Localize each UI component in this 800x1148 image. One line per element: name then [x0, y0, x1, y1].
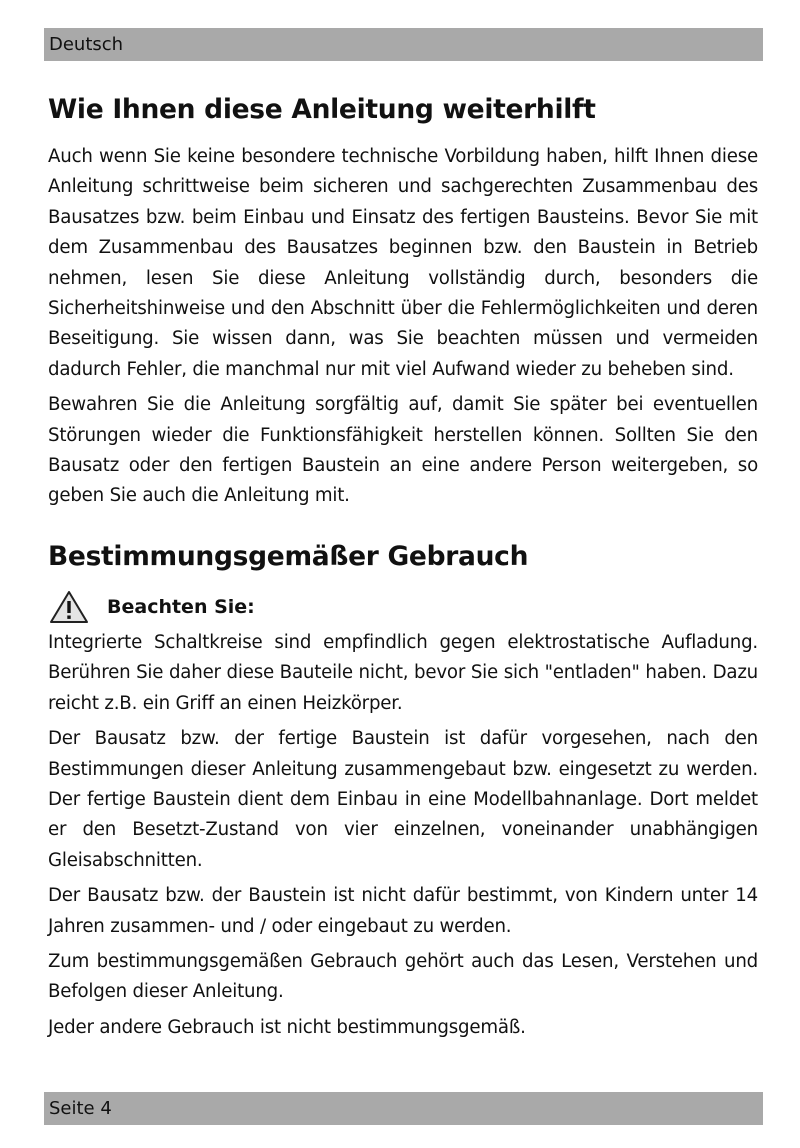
- warning-callout: [48, 587, 758, 627]
- page-content: [48, 90, 758, 1048]
- paragraph: Auch wenn Sie keine besondere technische Vorbildung haben, hilft Ihnen diese Anleitung schrittweise beim sicheren und sachgerechten Zusammenbau des Bausatzes bzw. beim Einbau und Einsatz des fertigen Bausteins. Bevor Sie mit dem Zusammenbau des Bausatzes beginnen bzw. den Baustein in Betrieb nehmen, lesen Sie diese Anleitung vollständig durch, besonders die Sicherheitshinweise und den Abschnitt über die Fehlermöglichkeiten und deren Beseitigung. Sie wissen dann, was Sie beachten müssen und vermeiden dadurch Fehler, die manchmal nur mit viel Aufwand wieder zu beheben sind.: [48, 146, 758, 380]
- warning-label: Beachten Sie:: [107, 595, 255, 618]
- paragraph: Jeder andere Gebrauch ist nicht bestimmungsgemäß.: [48, 1016, 526, 1038]
- header-bar: [44, 28, 763, 61]
- section-title-guide: Wie Ihnen diese Anleitung weiterhilft: [48, 94, 596, 125]
- paragraph: Zum bestimmungsgemäßen Gebrauch gehört auch das Lesen, Verstehen und Befolgen dieser Anleitung.: [48, 950, 758, 1003]
- paragraph: Integrierte Schaltkreise sind empfindlich gegen elektrostatische Aufladung. Berühren Sie daher diese Bauteile nicht, bevor Sie sich "entladen" haben. Dazu reicht z.B. ein Griff an einen Heizkörper.: [48, 631, 758, 714]
- warning-triangle-icon: [49, 590, 89, 624]
- footer-bar: [44, 1092, 763, 1125]
- paragraph: Der Bausatz bzw. der Baustein ist nicht dafür bestimmt, von Kindern unter 14 Jahren zusammen- und / oder eingebaut zu werden.: [48, 885, 758, 937]
- section-title-intended-use: Bestimmungsgemäßer Gebrauch: [48, 540, 529, 572]
- page-number: Seite 4: [49, 1098, 112, 1119]
- paragraph: Bewahren Sie die Anleitung sorgfältig auf, damit Sie später bei eventuellen Störungen wieder die Funktionsfähigkeit herstellen können. Sollten Sie den Bausatz oder den fertigen Baustein an eine andere Person weitergeben, so geben Sie auch die Anleitung mit.: [48, 394, 758, 507]
- paragraph: Der Bausatz bzw. der fertige Baustein ist dafür vorgesehen, nach den Bestimmungen dieser Anleitung zusammengebaut bzw. eingesetzt zu werden. Der fertige Baustein dient dem Einbau in eine Modellbahnanlage. Dort meldet er den Besetzt-Zustand von vier einzelnen, voneinander unabhängigen Gleisabschnitten.: [48, 728, 758, 871]
- language-label: Deutsch: [49, 34, 124, 55]
